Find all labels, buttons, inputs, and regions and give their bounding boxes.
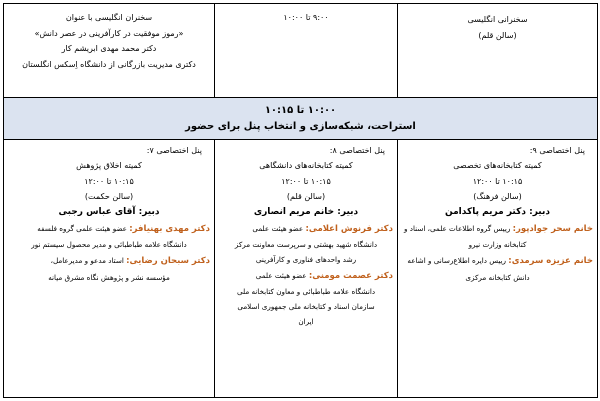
- member-desc: استاد مدعو و مدیرعامل،: [50, 256, 127, 266]
- panel-time: ۱۰:۱۵ تا ۱۲:۰۰: [472, 176, 523, 186]
- member-2-cont2: سازمان اسناد و کتابخانه ملی جمهوری اسلامی: [237, 302, 375, 312]
- english-session-hall: (سالن قلم): [478, 30, 517, 40]
- member-2-cont3: ایران: [298, 316, 314, 326]
- keynote-affiliation: دکتری مدیریت بازرگانی از دانشگاه اِسکس انگلستان: [22, 59, 196, 69]
- break-time: ۱۰:۰۰ تا ۱۰:۱۵: [264, 104, 337, 116]
- break-cell: [4, 98, 598, 140]
- member-1-cont: کتابخانه وزارت نیرو: [468, 240, 527, 250]
- schedule-table: [3, 3, 598, 398]
- panel-heading: پنل اختصاصی ۹:: [529, 146, 585, 155]
- member-2: [8, 253, 210, 270]
- panel-secretary: دبیر: آقای عباس رجبی: [58, 206, 160, 217]
- panel-time: ۱۰:۱۵ تا ۱۲:۰۰: [84, 176, 134, 186]
- panel-hall: (سالن حکمت): [84, 191, 134, 201]
- member-1: [8, 221, 210, 238]
- english-session-time: ۹:۰۰ تا ۱۰:۰۰: [283, 13, 329, 22]
- member-name: دکتر سبحان رضایی:: [126, 256, 210, 267]
- panel-topic: کمیته اخلاق پژوهش: [76, 161, 142, 171]
- panel-hall: (سالن فرهنگ): [473, 191, 522, 201]
- member-1: [402, 221, 593, 238]
- member-2: [402, 253, 593, 270]
- member-desc: رییس دایره اطلاع‌رسانی و اشاعه: [407, 256, 509, 266]
- member-2: [219, 268, 393, 285]
- panel-hall: (سالن قلم): [286, 191, 326, 201]
- keynote-intro: سخنران انگلیسی با عنوان: [65, 13, 153, 22]
- keynote-topic: «رموز موفقیت در کارآفرینی در عصر دانش»: [34, 28, 184, 38]
- member-2-cont: دانش کتابخانه مرکزی: [465, 272, 530, 282]
- panels-row: [4, 140, 598, 398]
- panel-heading: پنل اختصاصی ۷:: [146, 146, 202, 155]
- member-1-cont2: رشد واحدهای فناوری و کارآفرینی: [255, 255, 357, 265]
- member-1: [219, 221, 393, 238]
- english-session-cell: [398, 4, 598, 98]
- break-row: [4, 98, 598, 140]
- panel-secretary: دبیر: دکتر مریم پاکدامن: [445, 206, 550, 217]
- panel-secretary: دبیر: خانم مریم انصاری: [253, 206, 359, 217]
- panel-topic: کمیته کتابخانه‌های دانشگاهی: [259, 161, 353, 171]
- english-session-time-cell: [215, 4, 398, 98]
- member-1-cont: دانشگاه شهید بهشتی و سرپرست معاونت مرکز: [234, 240, 378, 250]
- member-desc: عضو هیئت علمی گروه فلسفه: [37, 224, 130, 234]
- member-2-cont: مؤسسه نشر و پژوهش نگاه مشرق میانه: [48, 272, 170, 282]
- keynote-speaker: دکتر محمد مهدی ابریشم کار: [61, 44, 157, 54]
- member-desc: عضو هیئت علمی: [255, 271, 309, 280]
- member-name: دکتر عصمت مومنی:: [308, 271, 393, 281]
- member-name: دکتر فرنوش اعلامی:: [305, 224, 393, 235]
- panel-time: ۱۰:۱۵ تا ۱۲:۰۰: [281, 176, 331, 186]
- english-session-title: سخنرانی انگلیسی: [467, 15, 528, 24]
- member-name: خانم عزیزه سرمدی:: [508, 256, 593, 267]
- member-name: خانم سحر جوادپور:: [512, 224, 593, 235]
- member-desc: رییس گروه اطلاعات علمی، اسناد و: [404, 224, 513, 234]
- break-title: استراحت، شبکه‌سازی و انتخاب پنل برای حضور: [185, 120, 416, 132]
- panel-9: [398, 140, 598, 398]
- member-2-cont: دانشگاه علامه طباطبائی و معاون کتابخانه ملی: [236, 287, 376, 297]
- keynote-cell: [4, 4, 215, 98]
- panel-heading: پنل اختصاصی ۸:: [329, 146, 385, 155]
- member-1-cont: دانشگاه علامه طباطبائی و مدیر محصول سیستم نور: [31, 240, 187, 250]
- panel-8: [215, 140, 398, 398]
- member-desc: عضو هیئت علمی: [252, 224, 306, 234]
- member-name: دکتر مهدی بهنیافر:: [129, 224, 210, 235]
- panel-topic: کمیته کتابخانه‌های تخصصی: [453, 161, 542, 171]
- panel-7: [4, 140, 215, 398]
- header-row: [4, 4, 598, 98]
